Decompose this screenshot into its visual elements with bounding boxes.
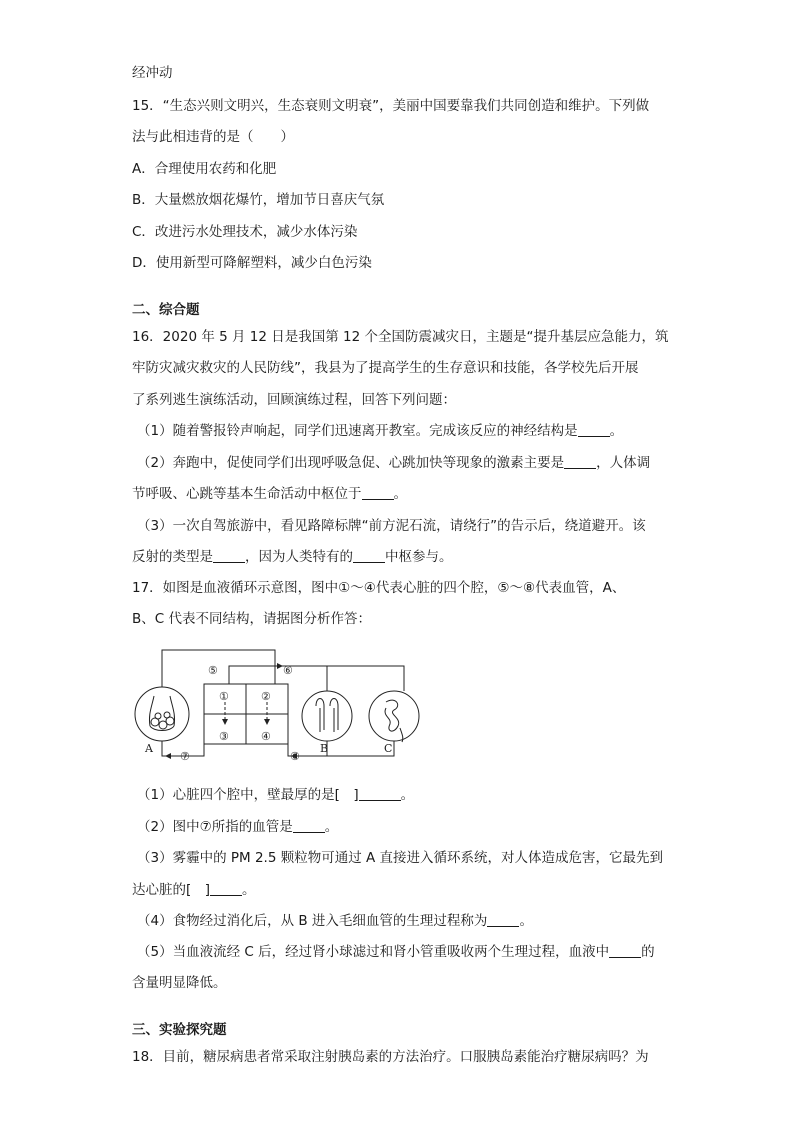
q17-part5-line2: 含量明显降低。 — [132, 975, 227, 991]
q17-part3-line2: 达心脏的[ ] 。 — [132, 882, 256, 898]
vessel-6-label: ⑥ — [283, 664, 293, 677]
q16-part1: （1）随着警报铃声响起，同学们迅速离开教室。完成该反应的神经结构是 。 — [137, 423, 624, 439]
answer-blank[interactable] — [609, 943, 641, 958]
blood-circulation-diagram — [132, 644, 432, 766]
answer-blank[interactable] — [293, 818, 325, 833]
q15-option-a: A．合理使用农药和化肥 — [132, 161, 277, 177]
vessel-7-label: ⑦ — [180, 750, 190, 763]
q16-line3: 了系列逃生演练活动，回顾演练过程，回答下列问题： — [132, 392, 456, 408]
q16-part3-line2: 反射的类型是 ，因为人类特有的 中枢参与。 — [132, 549, 453, 565]
q16-line1: 16．2020 年 5 月 12 日是我国第 12 个全国防震减灾日，主题是“提升基层应急能力，筑 — [132, 329, 669, 345]
structure-c-label: C — [384, 742, 393, 755]
q15-stem-line1: 15．“生态兴则文明兴，生态衰则文明衰”，美丽中国要靠我们共同创造和维护。下列做 — [132, 98, 650, 114]
q16-line2: 牢防灾减灾救灾的人民防线”，我县为了提高学生的生存意识和技能，各学校先后开展 — [132, 360, 639, 376]
q16-part3-line1: （3）一次自驾旅游中，看见路障标牌“前方泥石流，请绕行”的告示后，绕道避开。该 — [137, 518, 646, 534]
answer-blank[interactable] — [362, 485, 394, 500]
q17-part5-line1: （5）当血液流经 C 后，经过肾小球滤过和肾小管重吸收两个生理过程，血液中 的 — [137, 944, 655, 960]
q17-line1: 17．如图是血液循环示意图，图中①～④代表心脏的四个腔，⑤～⑧代表血管，A、 — [132, 580, 626, 596]
q18-line1: 18．目前，糖尿病患者常采取注射胰岛素的方法治疗。口服胰岛素能治疗糖尿病吗？为 — [132, 1049, 649, 1065]
answer-blank[interactable] — [210, 881, 242, 896]
chamber-3-label: ③ — [219, 730, 229, 743]
chamber-4-label: ④ — [261, 730, 271, 743]
structure-a-label: A — [145, 742, 153, 755]
q16-part2-line2: 节呼吸、心跳等基本生命活动中枢位于 。 — [132, 486, 407, 502]
answer-blank[interactable] — [353, 548, 385, 563]
q17-part4: （4）食物经过消化后，从 B 进入毛细血管的生理过程称为 。 — [137, 913, 533, 929]
structure-b-label: B — [320, 742, 329, 755]
section-3-title: 三、实验探究题 — [132, 1022, 227, 1038]
q15-stem-line2: 法与此相违背的是（ ） — [132, 129, 294, 145]
structure-b-intestine — [302, 691, 352, 741]
q17-part1: （1）心脏四个腔中，壁最厚的是[ ] 。 — [137, 787, 415, 803]
vessel-8-label: ⑧ — [290, 750, 300, 763]
chamber-2-label: ② — [261, 690, 271, 703]
q14-tail: 经冲动 — [132, 65, 173, 81]
answer-blank[interactable] — [359, 786, 401, 801]
q16-part2-line1: （2）奔跑中，促使同学们出现呼吸急促、心跳加快等现象的激素主要是 ，人体调 — [137, 455, 651, 471]
section-2-title: 二、综合题 — [132, 302, 200, 318]
q15-option-c: C．改进污水处理技术，减少水体污染 — [132, 224, 358, 240]
chamber-1-label: ① — [219, 690, 229, 703]
answer-blank[interactable] — [213, 548, 245, 563]
q17-line2: B、C 代表不同结构，请据图分析作答： — [132, 611, 371, 627]
answer-blank[interactable] — [487, 912, 519, 927]
answer-blank[interactable] — [578, 422, 610, 437]
q15-option-d: D．使用新型可降解塑料，减少白色污染 — [132, 255, 372, 271]
vessel-5-label: ⑤ — [208, 664, 218, 677]
structure-a-lung — [135, 687, 189, 741]
structure-c-kidney — [369, 691, 419, 741]
answer-blank[interactable] — [564, 454, 596, 469]
q17-part3-line1: （3）雾霾中的 PM 2.5 颗粒物可通过 A 直接进入循环系统，对人体造成危害，它最先到 — [137, 850, 664, 866]
q17-part2: （2）图中⑦所指的血管是 。 — [137, 819, 339, 835]
q15-option-b: B．大量燃放烟花爆竹，增加节日喜庆气氛 — [132, 192, 385, 208]
